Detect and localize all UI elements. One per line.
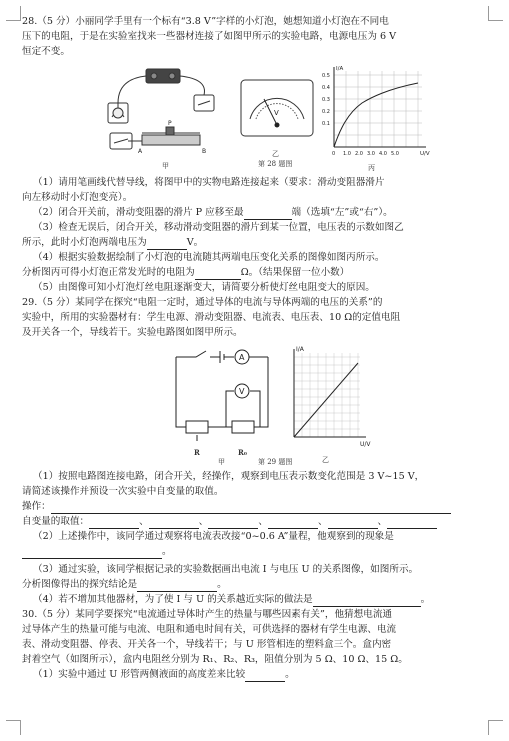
- q28-iu-graph: [318, 63, 434, 161]
- q29-iu-graph: [284, 343, 374, 451]
- q29-circuit-diagram: [170, 347, 274, 443]
- q28-intro-line-3: 恒定不变。: [22, 46, 70, 57]
- q29-graph-x-unit: U/V: [360, 441, 371, 448]
- q29-value-separator: 、: [317, 516, 328, 527]
- q29-fig-label-jia: 甲: [218, 458, 225, 466]
- q29-part-2-period: 。: [162, 546, 172, 557]
- question-30: [22, 607, 492, 682]
- q28-figure: [22, 63, 492, 173]
- crop-mark-bottom-left: [6, 720, 21, 735]
- q29-value-separator: 、: [377, 516, 388, 527]
- q29-graph-y-unit: I/A: [296, 346, 304, 353]
- q28-part-2: [22, 205, 492, 220]
- q29-value-blank-1[interactable]: [89, 517, 139, 529]
- q29-resistor-label-r0: R₀: [238, 448, 247, 457]
- q28-slider-label-p: P: [168, 120, 172, 127]
- q29-part-3-line-2: [22, 577, 492, 592]
- q29-variable-label: 自变量的取值：: [22, 516, 90, 527]
- q28-graph-y-tick: 0.4: [322, 85, 330, 91]
- q30-intro-line-4: 封着空气（如图所示），盒内电阻丝分别为 R₁、R₂、R₃，阻值分别为 5 Ω、10 Ω、15 Ω。: [22, 654, 408, 665]
- q29-operation-label: 操作：: [22, 501, 51, 512]
- q28-graph-x-tick: 0: [332, 151, 336, 157]
- q29-part-3-text: 分析图像得出的探究结论是: [22, 579, 138, 590]
- q28-fig-label-yi: 乙: [272, 150, 279, 158]
- q30-intro-line-1: 30.（5 分）某同学要探究“电流通过导体时产生的热量与哪些因素有关”，他猜想电流通: [22, 609, 393, 620]
- q29-figure: [22, 343, 492, 465]
- q29-intro-line-2: 实验中，所用的实验器材有：学生电源、滑动变阻器、电流表、电压表、10 Ω的定值电阻: [22, 312, 401, 323]
- q30-intro-line-3: 表、滑动变阻器、停表、开关各一个，导线若干；与 U 形管相连的塑料盒三个。盒内密: [22, 639, 392, 650]
- q30-part-1-period: 。: [285, 669, 295, 680]
- q29-part-4-text: （4）若不增加其他器材，为了使 I 与 U 的关系越近实际的做法是: [33, 594, 313, 605]
- q28-part-2-tail: 端（选填“左”或“右”）。: [291, 207, 393, 218]
- q28-part-1-line-1: （1）请用笔画线代替导线，将图甲中的实物电路连接起来（要求：滑动变阻器滑片: [33, 177, 385, 188]
- q29-operation-line: [22, 499, 492, 514]
- q28-part-4-text: 分析图丙可得小灯泡正常发光时的电阻为: [22, 267, 195, 278]
- q30-part-1-answer-blank[interactable]: [245, 670, 285, 682]
- q28-part-4-line-2: [22, 265, 492, 280]
- q30-intro-line-2: 过导体产生的热量可能与电流、电阻和通电时间有关，可供选择的器材有学生电源、电流: [22, 624, 397, 635]
- crop-mark-top-left: [6, 6, 21, 21]
- q28-part-2-text: （2）闭合开关前，滑动变阻器的滑片 P 应移至最: [33, 207, 244, 218]
- q28-part-2-answer-blank[interactable]: [244, 208, 292, 220]
- q29-part-2-answer-blank[interactable]: [22, 547, 162, 559]
- q28-part-4-tail: Ω。（结果保留一位小数）: [240, 267, 350, 278]
- q29-intro-line-3: 及开关各一个，导线若干。实验电路图如图甲所示。: [22, 327, 243, 338]
- q28-graph-y-tick: 0.3: [322, 97, 330, 103]
- q28-voltmeter-dial: [240, 79, 314, 137]
- q28-part-4-line-1: （4）根据实验数据绘制了小灯泡的电流随其两端电压变化关系的图像如图丙所示。: [33, 252, 385, 263]
- question-28: [22, 14, 492, 295]
- q29-part-4-period: 。: [420, 594, 431, 605]
- q28-part-3-unit: V。: [186, 237, 204, 248]
- q29-value-separator: 、: [198, 516, 209, 527]
- q28-terminal-label-b: B: [202, 148, 207, 155]
- q28-graph-y-unit: I/A: [336, 66, 344, 72]
- q29-operation-answer-blank[interactable]: [51, 502, 451, 514]
- q28-graph-x-unit: U/V: [420, 151, 430, 157]
- q29-part-3-period: 。: [217, 579, 227, 590]
- q29-value-separator: 、: [258, 516, 268, 527]
- q28-part-3-text: 所示，此时小灯泡两端电压为: [22, 237, 147, 248]
- q29-resistor-label-r: R: [194, 448, 200, 457]
- q28-intro-line-2: 压下的电阻，于是在实验室找来一些器材连接了如图甲所示的实验电路，电源电压为 6 V: [22, 31, 397, 42]
- q28-graph-x-tick: 4.0: [379, 151, 387, 157]
- q30-part-1: [22, 667, 492, 682]
- q29-part-1-line-1: （1）按照电路图连接电路，闭合开关，经操作，观察到电压表示数变化范围是 3 V~15 V，: [33, 471, 425, 482]
- q29-value-blank-5[interactable]: [328, 517, 378, 529]
- q29-value-blank-3[interactable]: [208, 517, 258, 529]
- q30-part-1-text: （1）实验中通过 U 形管两侧液面的高度差来比较: [33, 669, 246, 680]
- q29-value-blank-6[interactable]: [387, 517, 437, 529]
- q28-part-1-line-2: 向左移动时小灯泡变亮）。: [22, 192, 133, 203]
- q28-intro-line-1: 28.（5 分）小丽同学手里有一个标有“3.8 V”字样的小灯泡，她想知道小灯泡在不同电: [22, 16, 389, 27]
- q28-graph-x-tick: 3.0: [367, 151, 375, 157]
- q28-part-3-answer-blank[interactable]: [147, 238, 187, 250]
- q29-part-3-answer-blank[interactable]: [137, 580, 217, 592]
- q28-part-3-line-2: [22, 235, 492, 250]
- q29-part-2-line-2: [22, 544, 492, 559]
- q29-part-2-line-1: （2）上述操作中，该同学通过观察将电流表改接“0~0.6 A”量程，他观察到的现象是: [33, 531, 394, 542]
- q28-fig-label-bing: 丙: [368, 164, 375, 172]
- q28-graph-x-tick: 1.0: [343, 151, 351, 157]
- q29-fig-label-yi: 乙: [322, 456, 329, 464]
- q28-graph-y-tick: 0.5: [322, 73, 330, 79]
- q28-circuit-illustration: [98, 65, 228, 161]
- q29-fig-caption: 第 29 题图: [258, 458, 293, 466]
- q28-fig-caption: 第 28 题图: [258, 160, 293, 168]
- q28-part-4-answer-blank[interactable]: [195, 268, 241, 280]
- crop-mark-bottom-right: [488, 720, 503, 735]
- q29-part-4: [22, 592, 492, 607]
- q28-fig-label-jia: 甲: [162, 162, 169, 170]
- q29-part-3-line-1: （3）通过实验，该同学根据记录的实验数据画出电流 I 与电压 U 的关系图像，如图所示。: [33, 564, 419, 575]
- q29-part-4-answer-blank[interactable]: [313, 595, 421, 607]
- q28-part-3-line-1: （3）检查无误后，闭合开关，移动滑动变阻器的滑片到某一位置，电压表的示数如图乙: [33, 222, 404, 233]
- q29-part-1-line-2: 请简述该操作并预设一次实验中自变量的取值。: [22, 486, 224, 497]
- exam-page: [22, 14, 492, 682]
- q29-value-separator: 、: [139, 516, 149, 527]
- q28-terminal-label-a: A: [138, 148, 143, 155]
- q29-value-blank-2[interactable]: [149, 517, 199, 529]
- question-29: [22, 295, 492, 607]
- q29-variable-values-line: [22, 514, 492, 529]
- q29-value-blank-4[interactable]: [268, 517, 318, 529]
- q28-dial-unit-v: V: [274, 109, 279, 117]
- q28-graph-y-tick: 0.2: [322, 109, 330, 115]
- q29-intro-line-1: 29.（5 分）某同学在探究“电阻一定时，通过导体的电流与导体两端的电压的关系”的: [22, 297, 383, 308]
- q28-graph-x-tick: 5.0: [391, 151, 399, 157]
- q29-voltmeter-label: V: [239, 387, 245, 396]
- q28-part-5: （5）由图像可知小灯泡灯丝电阻逐渐变大，请简要分析使灯丝电阻变大的原因。: [33, 282, 375, 293]
- q28-graph-y-tick: 0.1: [322, 121, 330, 127]
- q28-graph-x-tick: 2.0: [355, 151, 363, 157]
- q29-ammeter-label: A: [239, 353, 245, 362]
